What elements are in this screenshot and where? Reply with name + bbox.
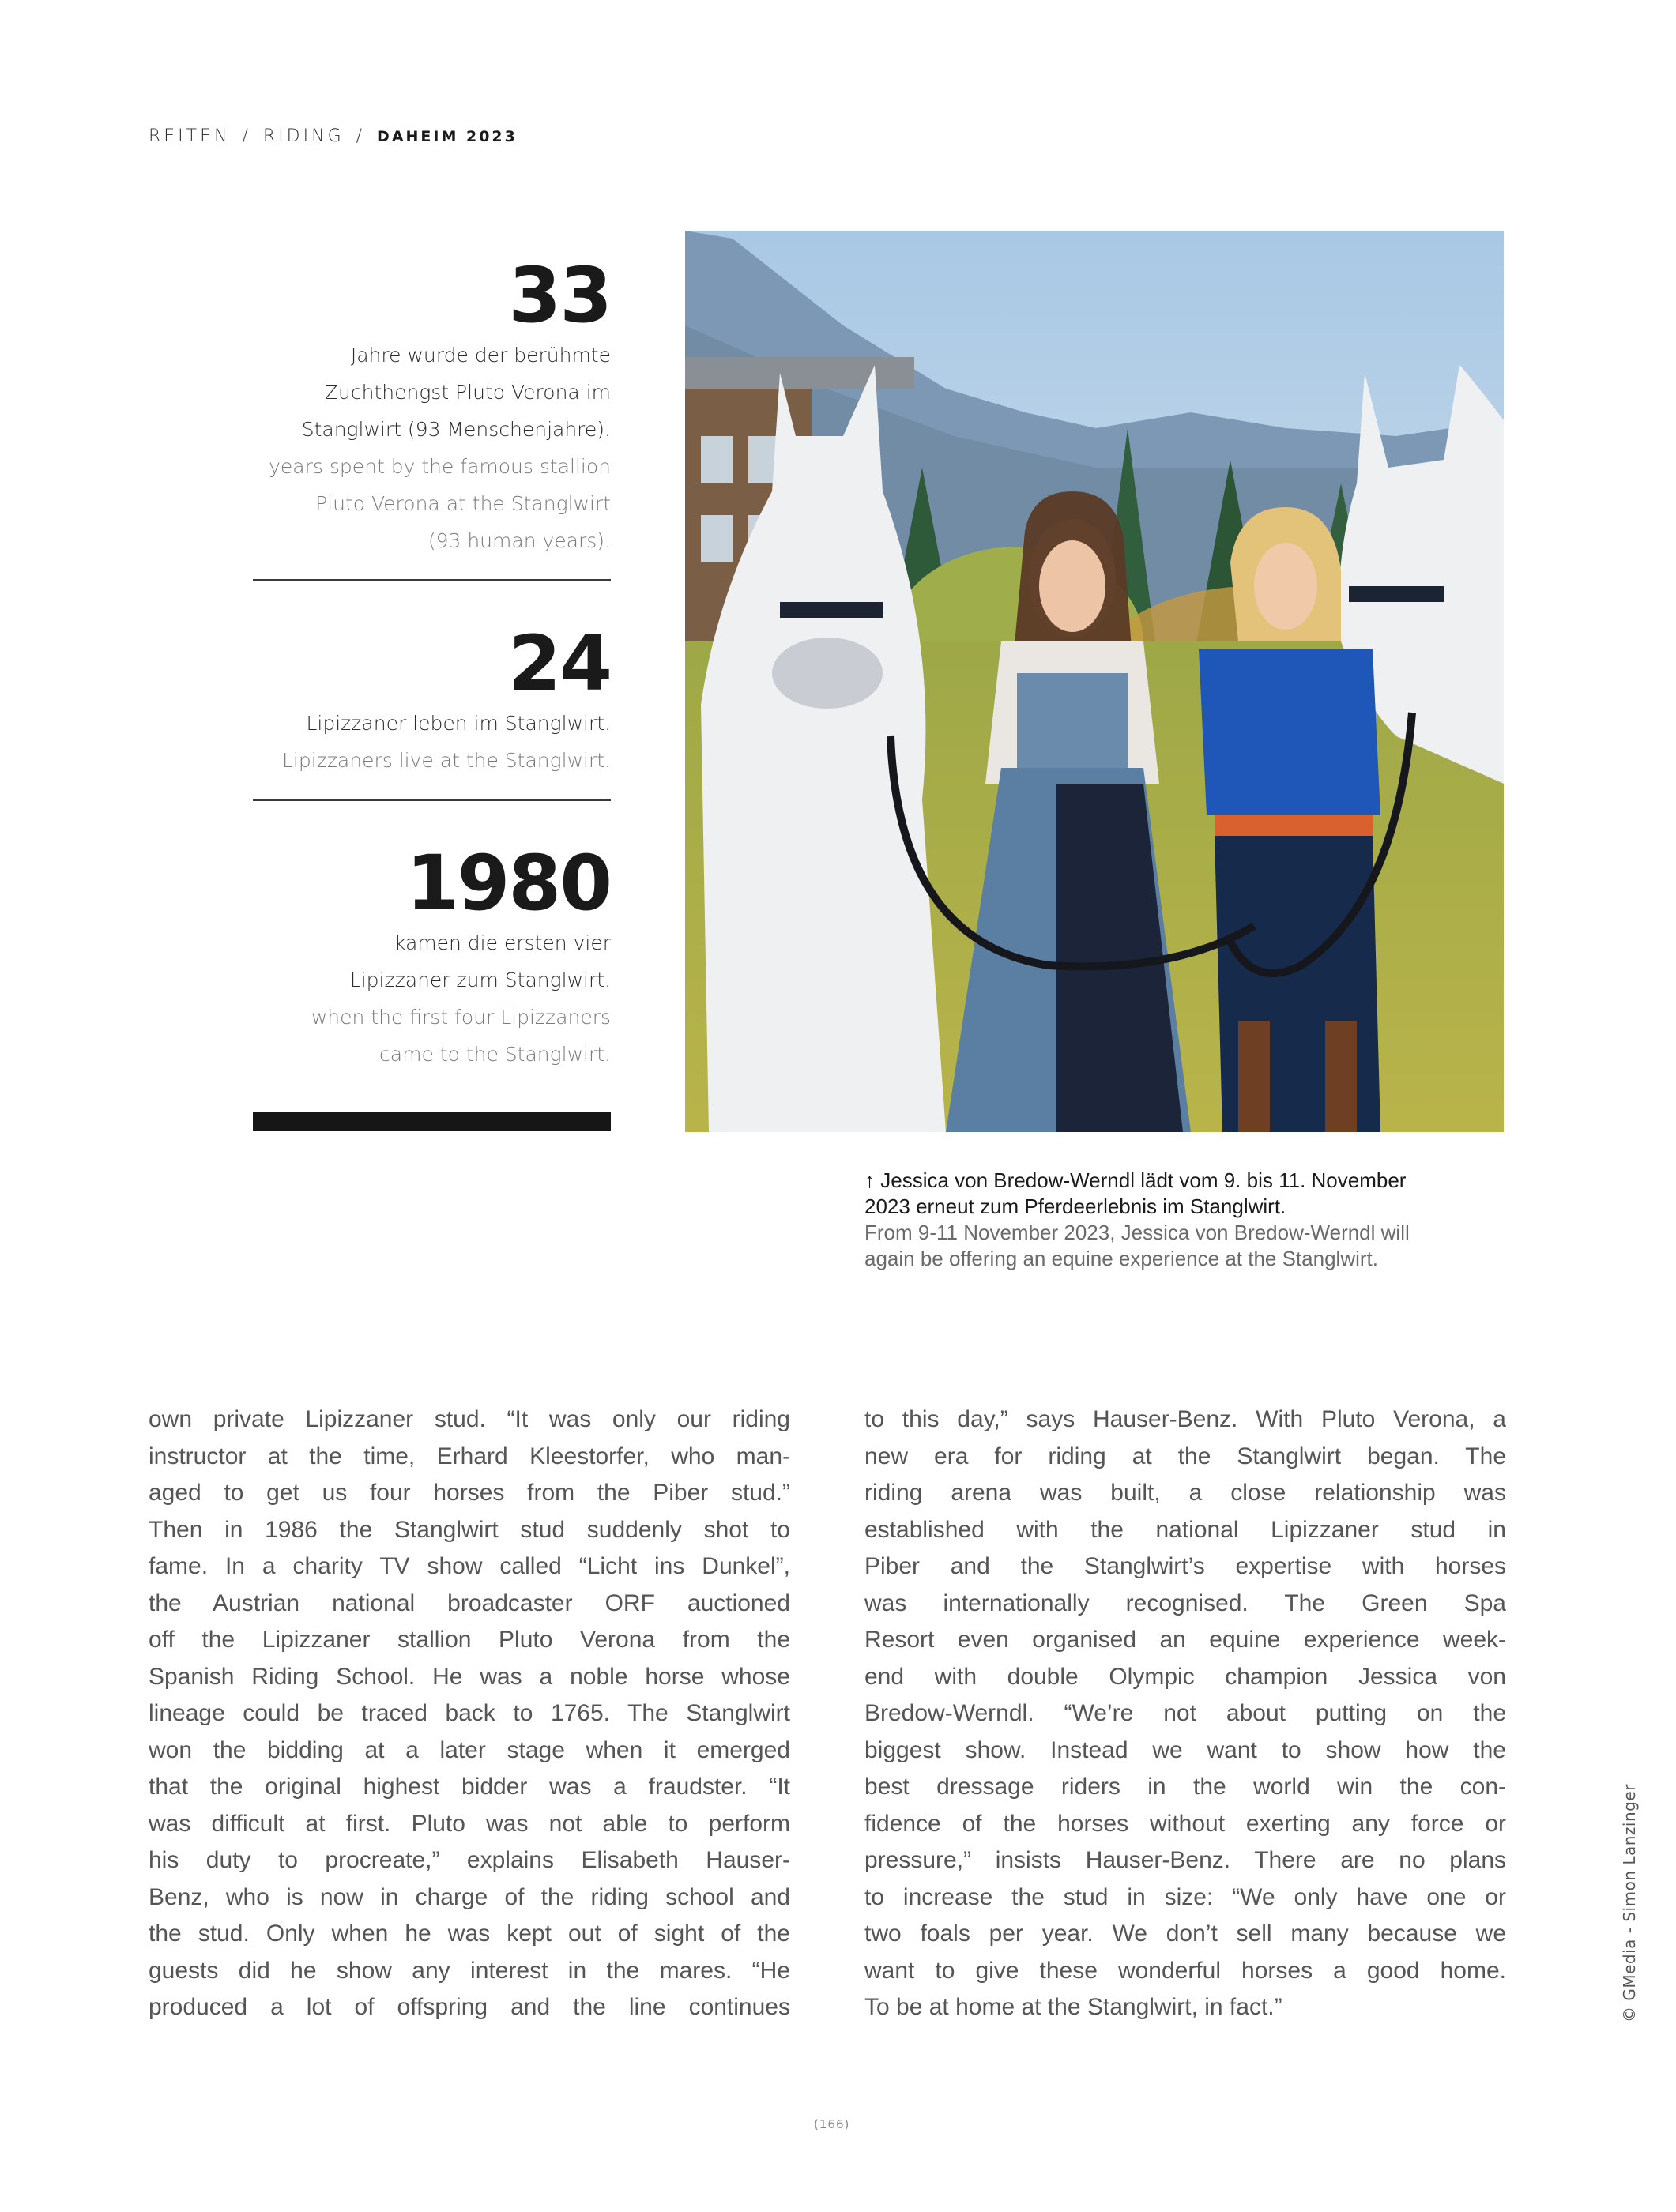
stat-divider bbox=[253, 579, 611, 581]
article-line: Piber and the Stanglwirt’s expertise with horses bbox=[864, 1553, 1506, 1579]
article-line: Resort even organised an equine experience week- bbox=[864, 1627, 1506, 1653]
decorative-black-bar bbox=[253, 1112, 611, 1131]
page-number: (166) bbox=[814, 2117, 850, 2131]
article-line: best dressage riders in the world win the con- bbox=[864, 1774, 1506, 1800]
article-line: Benz, who is now in charge of the riding school and bbox=[149, 1883, 790, 1910]
breadcrumb-separator: / bbox=[356, 126, 366, 146]
article-line: Bredow-Werndl. “We’re not about putting on the bbox=[864, 1700, 1506, 1726]
stat-block-24 bbox=[253, 619, 611, 779]
stat-text-en: Pluto Verona at the Stanglwirt bbox=[315, 492, 611, 515]
breadcrumb-section-de: REITEN bbox=[149, 126, 231, 146]
arrow-up-icon: ↑ bbox=[864, 1168, 875, 1192]
stat-divider bbox=[253, 799, 611, 801]
article-line: biggest show. Instead we want to show how the bbox=[864, 1736, 1506, 1763]
stat-number: 1980 bbox=[405, 839, 611, 927]
article-line: to increase the stud in size: “We only have one or bbox=[864, 1883, 1506, 1910]
article-line: to this day,” says Hauser-Benz. With Pluto Verona, a bbox=[864, 1406, 1506, 1432]
caption-en-line: again be offering an equine experience at the Stanglwirt. bbox=[864, 1247, 1378, 1270]
stat-text-de: kamen die ersten vier bbox=[394, 931, 611, 954]
article-column-left bbox=[149, 1401, 790, 2026]
article-line: his duty to procreate,” explains Elisabeth Hauser- bbox=[149, 1847, 790, 1873]
article-line: instructor at the time, Erhard Kleestorfer, who man- bbox=[149, 1443, 790, 1469]
stat-text-de: Lipizzaner zum Stanglwirt. bbox=[349, 969, 611, 991]
article-line: won the bidding at a later stage when it emerged bbox=[149, 1736, 790, 1763]
article-line: off the Lipizzaner stallion Pluto Verona from the bbox=[149, 1627, 790, 1653]
article-line: that the original highest bidder was a fraudster. “It bbox=[149, 1774, 790, 1800]
feature-photo bbox=[685, 231, 1504, 1132]
article-line: riding arena was built, a close relationship was bbox=[864, 1480, 1506, 1506]
article-line: the Austrian national broadcaster ORF auctioned bbox=[149, 1589, 790, 1616]
photo-illustration bbox=[685, 231, 1504, 1132]
stat-text-en: Lipizzaners live at the Stanglwirt. bbox=[282, 749, 611, 772]
article-line: aged to get us four horses from the Piber stud.” bbox=[149, 1480, 790, 1506]
article-line: lineage could be traced back to 1765. The Stanglwirt bbox=[149, 1700, 790, 1726]
stat-block-1980 bbox=[253, 839, 611, 1073]
stat-number: 24 bbox=[508, 619, 611, 708]
article-line: end with double Olympic champion Jessica von bbox=[864, 1663, 1506, 1690]
stat-number: 33 bbox=[508, 251, 611, 340]
section-breadcrumb bbox=[149, 126, 518, 146]
article-line: guests did he show any interest in the mares. “He bbox=[149, 1957, 790, 1984]
stat-text-en: came to the Stanglwirt. bbox=[379, 1043, 611, 1066]
article-line: fame. In a charity TV show called “Licht ins Dunkel”, bbox=[149, 1553, 790, 1579]
stat-text-de: Lipizzaner leben im Stanglwirt. bbox=[306, 712, 611, 735]
stat-text-en: (93 human years). bbox=[427, 529, 611, 552]
stat-text-de: Zuchthengst Pluto Verona im bbox=[324, 381, 611, 404]
breadcrumb-publication: DAHEIM 2023 bbox=[377, 128, 518, 145]
stat-block-33 bbox=[253, 251, 611, 559]
article-line: own private Lipizzaner stud. “It was only our riding bbox=[149, 1406, 790, 1432]
article-line: was internationally recognised. The Green Spa bbox=[864, 1589, 1506, 1616]
article-line: fidence of the horses without exerting any force or bbox=[864, 1810, 1506, 1837]
stat-text-de: Jahre wurde der berühmte bbox=[350, 344, 611, 367]
stat-text-en: years spent by the famous stallion bbox=[269, 455, 611, 478]
caption-de-line: 2023 erneut zum Pferdeerlebnis im Stanglwirt. bbox=[864, 1194, 1286, 1218]
article-column-right bbox=[864, 1401, 1506, 2026]
article-line: To be at home at the Stanglwirt, in fact.” bbox=[864, 1994, 1282, 2020]
article-line: Spanish Riding School. He was a noble horse whose bbox=[149, 1663, 790, 1690]
article-line: the stud. Only when he was kept out of sight of the bbox=[149, 1920, 790, 1947]
photo-credit: © GMedia - Simon Lanzinger bbox=[1620, 1784, 1639, 2022]
article-line: established with the national Lipizzaner stud in bbox=[864, 1516, 1506, 1543]
caption-en-line: From 9-11 November 2023, Jessica von Bredow-Werndl will bbox=[864, 1221, 1410, 1244]
breadcrumb-section-en: RIDING bbox=[262, 126, 345, 146]
article-line: pressure,” insists Hauser-Benz. There are no plans bbox=[864, 1847, 1506, 1873]
caption-de-line: Jessica von Bredow-Werndl lädt vom 9. bis 11. November bbox=[880, 1168, 1407, 1192]
article-line: produced a lot of offspring and the line continues bbox=[149, 1994, 790, 2020]
stat-text-en: when the first four Lipizzaners bbox=[311, 1006, 611, 1029]
article-line: new era for riding at the Stanglwirt began. The bbox=[864, 1443, 1506, 1469]
article-line: want to give these wonderful horses a good home. bbox=[864, 1957, 1506, 1984]
breadcrumb-separator: / bbox=[242, 126, 251, 146]
caption-de bbox=[864, 1168, 1497, 1194]
article-line: Then in 1986 the Stanglwirt stud suddenly shot to bbox=[149, 1516, 790, 1543]
article-line: was difficult at first. Pluto was not able to perform bbox=[149, 1810, 790, 1837]
photo-caption bbox=[864, 1168, 1497, 1272]
stat-text-de: Stanglwirt (93 Menschenjahre). bbox=[301, 418, 611, 441]
article-line: two foals per year. We don’t sell many because we bbox=[864, 1920, 1506, 1947]
